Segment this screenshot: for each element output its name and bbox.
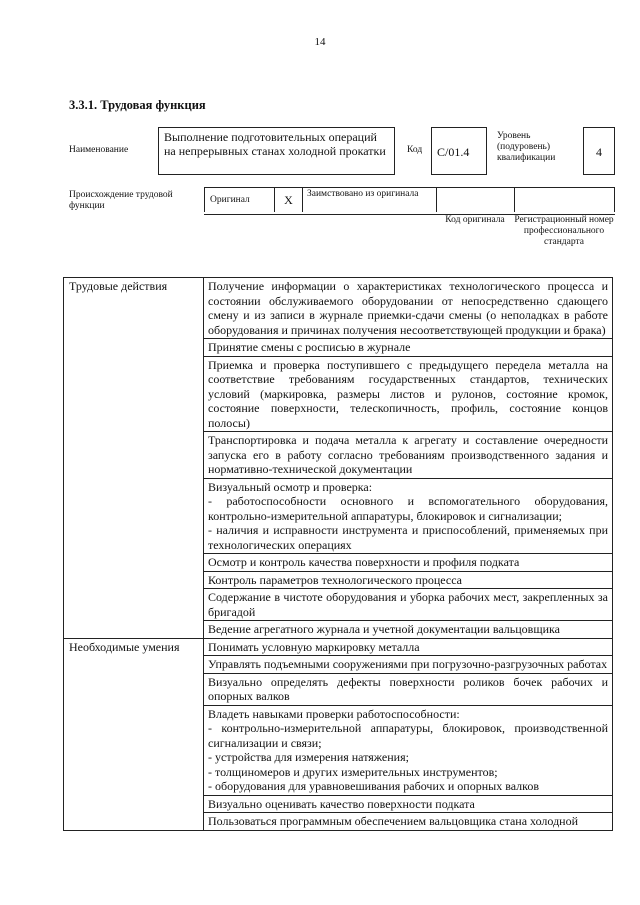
table-cell-item: Ведение агрегатного журнала и учетной документации вальцовщика [204, 621, 613, 639]
table-cell-item: Визуальный осмотр и проверка: - работоспособности основного и вспомогательного оборудования, контрольно-измерительной аппаратуры, блокировок и сигнализации; - наличия и исправности инструмента и приспособлений, применяемых при технологических операциях [204, 478, 613, 554]
code-value: С/01.4 [431, 127, 487, 175]
table-row [64, 278, 613, 339]
table-cell-item: Пользоваться программным обеспечением вальцовщика стана холодной [204, 813, 613, 831]
table-cell-item: Приемка и проверка поступившего с предыдущего передела металла на соответствие требованиям государственных стандартов, технических условий (маркировка, размеры листов и рулонов, состояние кромок, состояние поверхности, телескопичность, профиль, состояние концов полосы) [204, 356, 613, 432]
name-label: Наименование [69, 145, 129, 155]
section-heading: Необходимые умения [64, 638, 204, 830]
table-cell-item: Осмотр и контроль качества поверхности и профиля подката [204, 554, 613, 572]
table-cell-item: Принятие смены с росписью в журнале [204, 339, 613, 357]
table-cell-item: Визуально определять дефекты поверхности роликов бочек рабочих и опорных валков [204, 673, 613, 705]
table-cell-item: Содержание в чистоте оборудования и уборка рабочих мест, закрепленных за бригадой [204, 589, 613, 621]
table-cell-item: Контроль параметров технологического процесса [204, 571, 613, 589]
origin-label: Происхождение трудовой функции [69, 190, 173, 211]
level-value: 4 [583, 127, 615, 175]
function-name: Выполнение подготовительных операций на непрерывных станах холодной прокатки [158, 127, 395, 175]
function-table [63, 277, 613, 831]
table-cell-item: Транспортировка и подача металла к агрегату и составление очередности запуска его в работу согласно требованиям производственного задания и нормативно-технической документации [204, 432, 613, 479]
original-mark: X [274, 188, 302, 212]
original-code-caption: Код оригинала [445, 215, 505, 225]
table-row [64, 638, 613, 656]
section-title: 3.3.1. Трудовая функция [69, 98, 206, 112]
table-cell-item: Владеть навыками проверки работоспособности: - контрольно-измерительной аппаратуры, блокировок, производственной сигнализации и связи; - устройства для измерения натяжения; - толщиномеров и других измерительных инструментов; - оборудования для уравновешивания рабочих и опорных валков [204, 705, 613, 795]
level-label: Уровень (подуровень) квалификации [497, 131, 556, 163]
original-label: Оригинал [204, 188, 274, 212]
page-number: 14 [314, 36, 326, 48]
registration-number-caption: Регистрационный номер профессионального стандарта [514, 215, 614, 247]
section-heading: Трудовые действия [64, 278, 204, 639]
table-cell-item: Получение информации о характеристиках технологического процесса и состоянии обслуживаемого оборудовании от непосредственно сдающего смену и из записи в журнале приемки-сдачи смены (о неполадках в работе оборудования и причинах получения несоответствующей продукции и брака) [204, 278, 613, 339]
table-cell-item: Понимать условную маркировку металла [204, 638, 613, 656]
registration-number-cell [514, 188, 615, 212]
original-code-cell [436, 188, 514, 212]
origin-row [204, 187, 615, 215]
table-cell-item: Управлять подъемными сооружениями при погрузочно-разгрузочных работах [204, 656, 613, 674]
table-cell-item: Визуально оценивать качество поверхности подката [204, 795, 613, 813]
borrowed-label: Заимствовано из оригинала [302, 188, 436, 212]
code-label: Код [407, 145, 423, 155]
